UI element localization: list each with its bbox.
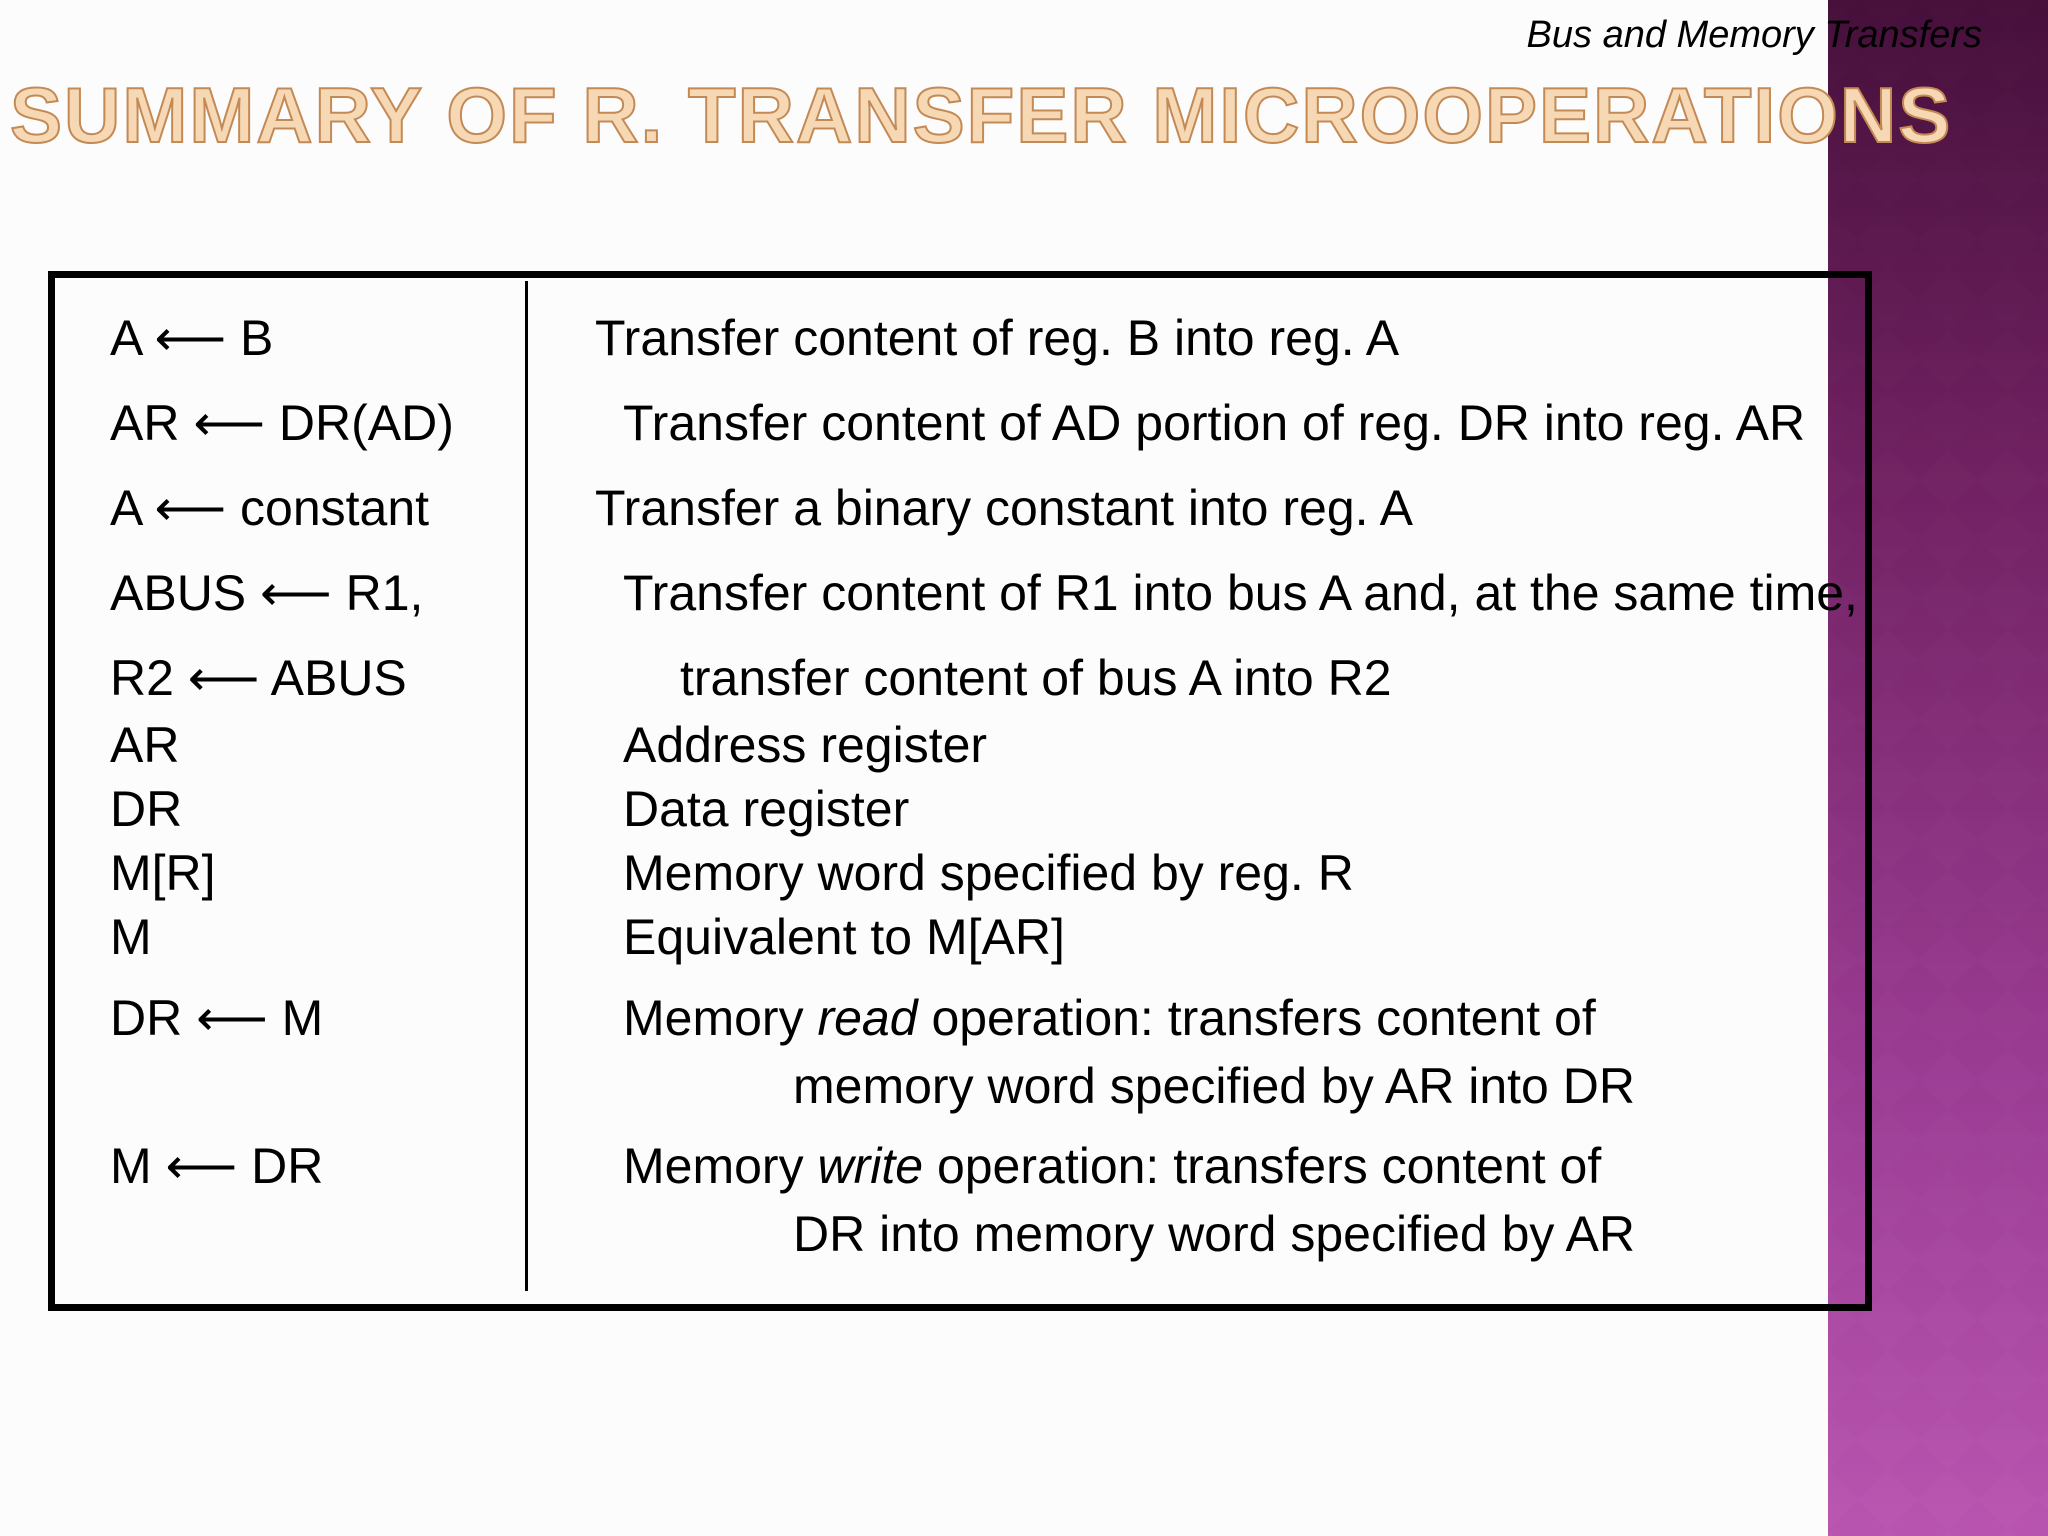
- description-m: Equivalent to M[AR]: [623, 909, 1065, 965]
- description-memory-write-post: operation: transfers content of: [923, 1138, 1602, 1194]
- description-ar: Address register: [623, 717, 988, 773]
- notation-dr-from-m: DR ⟵ M: [110, 990, 324, 1046]
- notation-dr: DR: [110, 781, 183, 837]
- description-dr: Data register: [623, 781, 910, 837]
- description-memory-read: [623, 990, 1596, 1046]
- description-a-from-b: Transfer content of reg. B into reg. A: [595, 310, 1400, 366]
- description-memory-write: [623, 1138, 1602, 1194]
- description-a-from-constant: Transfer a binary constant into reg. A: [595, 480, 1414, 536]
- notation-ar: AR: [110, 717, 180, 773]
- description-memory-write-pre: Memory: [623, 1138, 818, 1194]
- notation-a-from-b: A ⟵ B: [110, 310, 274, 366]
- section-header: Bus and Memory Transfers: [1526, 14, 1982, 56]
- description-memory-write-em: write: [817, 1138, 924, 1194]
- column-divider: [525, 281, 528, 1291]
- slide-title: SUMMARY OF R. TRANSFER MICROOPERATIONS: [10, 71, 1953, 159]
- notation-m-from-dr: M ⟵ DR: [110, 1138, 324, 1194]
- description-m-r: Memory word specified by reg. R: [623, 845, 1354, 901]
- notation-abus-from-r1: ABUS ⟵ R1,: [110, 565, 424, 621]
- description-r2-from-abus: transfer content of bus A into R2: [680, 650, 1392, 706]
- description-abus-from-r1: Transfer content of R1 into bus A and, at the same time,: [623, 565, 1858, 621]
- notation-a-from-constant: A ⟵ constant: [110, 480, 430, 536]
- notation-m-r: M[R]: [110, 845, 216, 901]
- description-ar-from-dr-ad: Transfer content of AD portion of reg. DR into reg. AR: [623, 395, 1806, 451]
- notation-r2-from-abus: R2 ⟵ ABUS: [110, 650, 407, 706]
- description-memory-read-post: operation: transfers content of: [917, 990, 1596, 1046]
- description-memory-read-line2: memory word specified by AR into DR: [793, 1058, 1635, 1114]
- description-memory-read-em: read: [817, 990, 918, 1046]
- description-memory-read-pre: Memory: [623, 990, 818, 1046]
- notation-ar-from-dr-ad: AR ⟵ DR(AD): [110, 395, 454, 451]
- description-memory-write-line2: DR into memory word specified by AR: [793, 1206, 1635, 1262]
- notation-m: M: [110, 909, 152, 965]
